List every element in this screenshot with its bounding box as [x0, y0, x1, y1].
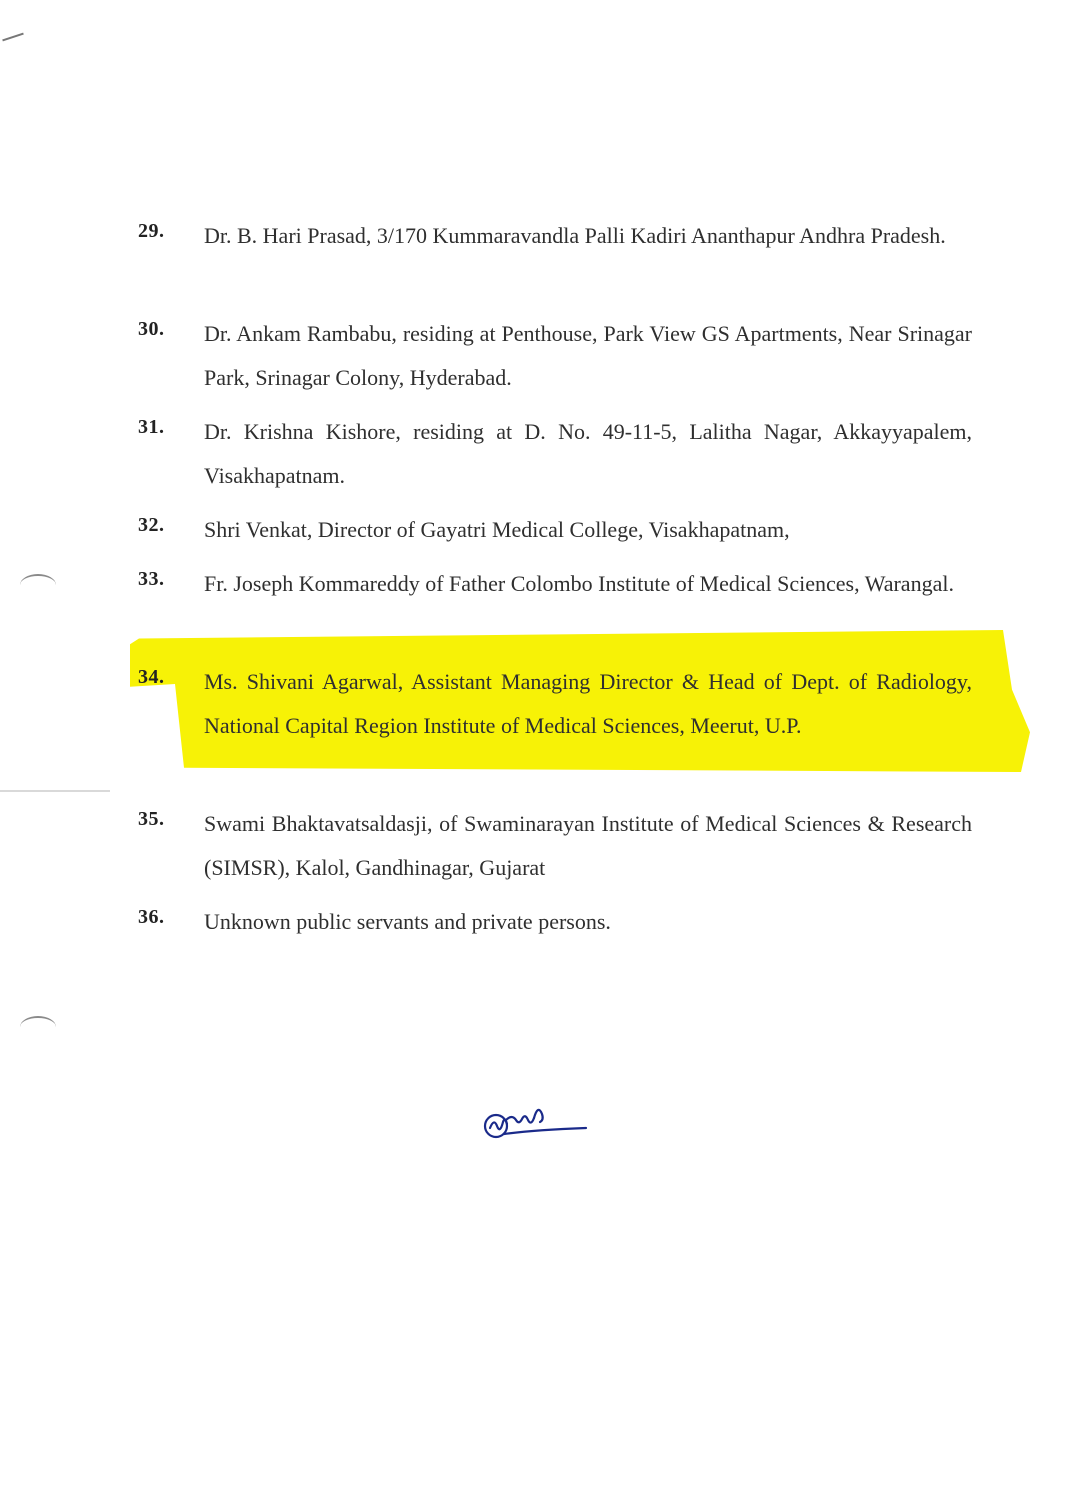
item-text: Ms. Shivani Agarwal, Assistant Managing Director & Head of Dept. of Radiology, National Capital Region Institute of Medical Sciences, Meerut, U.P.: [204, 669, 972, 738]
item-number: 32.: [138, 514, 165, 536]
item-number: 30.: [138, 318, 165, 340]
item-text: Unknown public servants and private persons.: [204, 909, 611, 934]
item-text: Shri Venkat, Director of Gayatri Medical College, Visakhapatnam,: [204, 517, 790, 542]
item-text: Dr. B. Hari Prasad, 3/170 Kummaravandla Palli Kadiri Ananthapur Andhra Pradesh.: [204, 223, 946, 248]
scan-corner-mark: [2, 33, 24, 42]
item-number: 34.: [138, 666, 165, 688]
item-number: 36.: [138, 906, 165, 928]
item-text: Fr. Joseph Kommareddy of Father Colombo Institute of Medical Sciences, Warangal.: [204, 571, 954, 596]
punch-hole-mark: [20, 1016, 56, 1038]
item-text: Dr. Ankam Rambabu, residing at Penthouse, Park View GS Apartments, Near Srinagar Park, Srinagar Colony, Hyderabad.: [204, 321, 972, 390]
handwritten-signature: [480, 1096, 590, 1144]
scan-artifact: [0, 790, 110, 792]
item-number: 33.: [138, 568, 165, 590]
item-number: 35.: [138, 808, 165, 830]
item-text: Swami Bhaktavatsaldasji, of Swaminarayan Institute of Medical Sciences & Research (SIMSR), Kalol, Gandhinagar, Gujarat: [204, 811, 972, 880]
item-number: 31.: [138, 416, 165, 438]
punch-hole-mark: [20, 574, 56, 596]
item-text: Dr. Krishna Kishore, residing at D. No. 49-11-5, Lalitha Nagar, Akkayyapalem, Visakhapatnam.: [204, 419, 972, 488]
item-number: 29.: [138, 220, 165, 242]
